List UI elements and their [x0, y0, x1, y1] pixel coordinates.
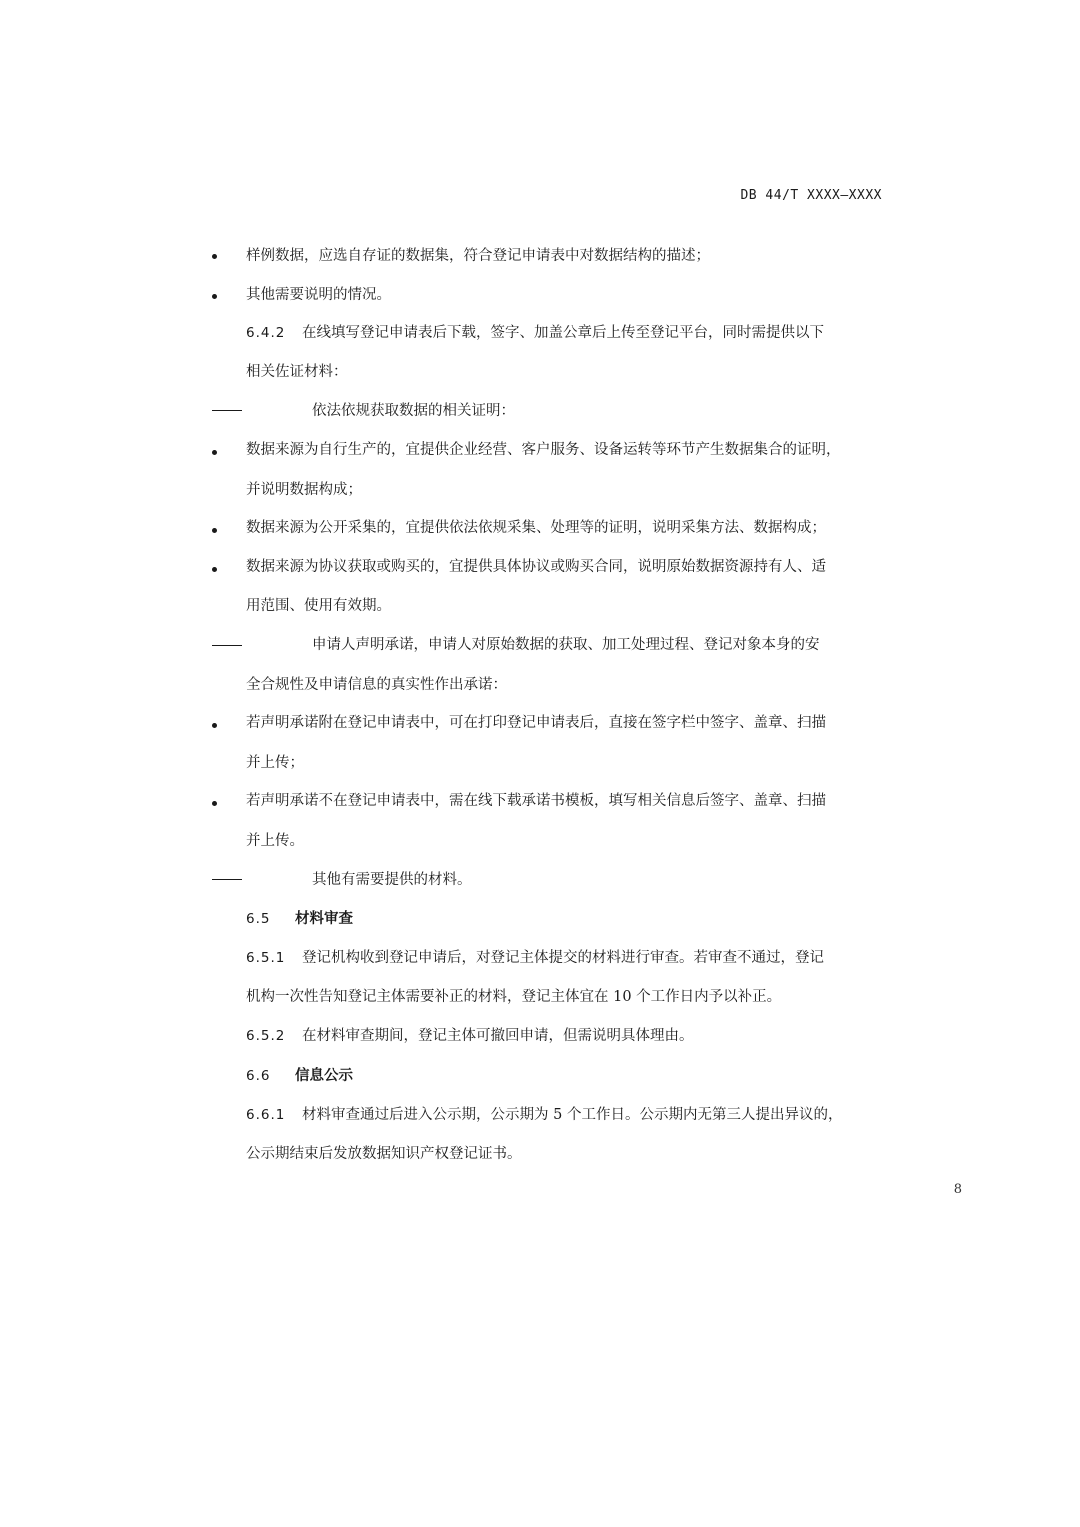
paragraph-text: 并上传。 [246, 833, 304, 849]
clause-number: 6.4.2 [246, 325, 286, 341]
clause-number: 6.5.2 [246, 1028, 286, 1044]
list-item: 数据来源为协议获取或购买的，宜提供具体协议或购买合同，说明原始数据资源持有人、适 [246, 559, 826, 575]
bullet-icon [212, 450, 217, 455]
paragraph-text: 相关佐证材料： [246, 364, 348, 380]
bullet-icon [212, 723, 217, 728]
dash-marker [212, 410, 242, 411]
list-item: 依法依规获取数据的相关证明： [312, 403, 515, 419]
clause-number: 6.6.1 [246, 1107, 286, 1123]
section-heading: 材料审查 [295, 911, 353, 927]
paragraph-text: 并说明数据构成； [246, 482, 362, 498]
paragraph-text: 在线填写登记申请表后下载，签字、加盖公章后上传至登记平台，同时需提供以下 [302, 325, 824, 341]
paragraph-text: 用范围、使用有效期。 [246, 598, 391, 614]
paragraph-text: 并上传； [246, 755, 304, 771]
bullet-icon [212, 801, 217, 806]
list-item: 样例数据，应选自存证的数据集，符合登记申请表中对数据结构的描述； [246, 248, 710, 264]
list-item: 数据来源为公开采集的，宜提供依法依规采集、处理等的证明，说明采集方法、数据构成； [246, 520, 826, 536]
list-item: 申请人声明承诺，申请人对原始数据的获取、加工处理过程、登记对象本身的安 [312, 637, 820, 653]
paragraph-text: 全合规性及申请信息的真实性作出承诺： [246, 677, 507, 693]
bullet-icon [212, 294, 217, 299]
paragraph-text: 材料审查通过后进入公示期，公示期为 5 个工作日。公示期内无第三人提出异议的， [302, 1107, 843, 1123]
bullet-icon [212, 567, 217, 572]
paragraph-text: 在材料审查期间，登记主体可撤回申请，但需说明具体理由。 [302, 1028, 694, 1044]
list-item: 若声明承诺不在登记申请表中，需在线下载承诺书模板，填写相关信息后签字、盖章、扫描 [246, 793, 826, 809]
paragraph-text: 机构一次性告知登记主体需要补正的材料，登记主体宜在 10 个工作日内予以补正。 [246, 989, 782, 1005]
paragraph-text: 公示期结束后发放数据知识产权登记证书。 [246, 1146, 522, 1162]
list-item: 若声明承诺附在登记申请表中，可在打印登记申请表后，直接在签字栏中签字、盖章、扫描 [246, 715, 826, 731]
section-number: 6.5 [246, 911, 271, 927]
dash-marker [212, 879, 242, 880]
list-item: 数据来源为自行生产的，宜提供企业经营、客户服务、设备运转等环节产生数据集合的证明， [246, 442, 841, 458]
paragraph-text: 登记机构收到登记申请后，对登记主体提交的材料进行审查。若审查不通过，登记 [302, 950, 824, 966]
standard-code: DB 44/T XXXX—XXXX [740, 188, 882, 203]
section-number: 6.6 [246, 1068, 271, 1084]
bullet-icon [212, 254, 217, 259]
dash-marker [212, 645, 242, 646]
bullet-icon [212, 528, 217, 533]
list-item: 其他有需要提供的材料。 [312, 872, 472, 888]
page-number: 8 [953, 1182, 962, 1197]
clause-number: 6.5.1 [246, 950, 286, 966]
list-item: 其他需要说明的情况。 [246, 287, 391, 303]
section-heading: 信息公示 [295, 1068, 353, 1084]
